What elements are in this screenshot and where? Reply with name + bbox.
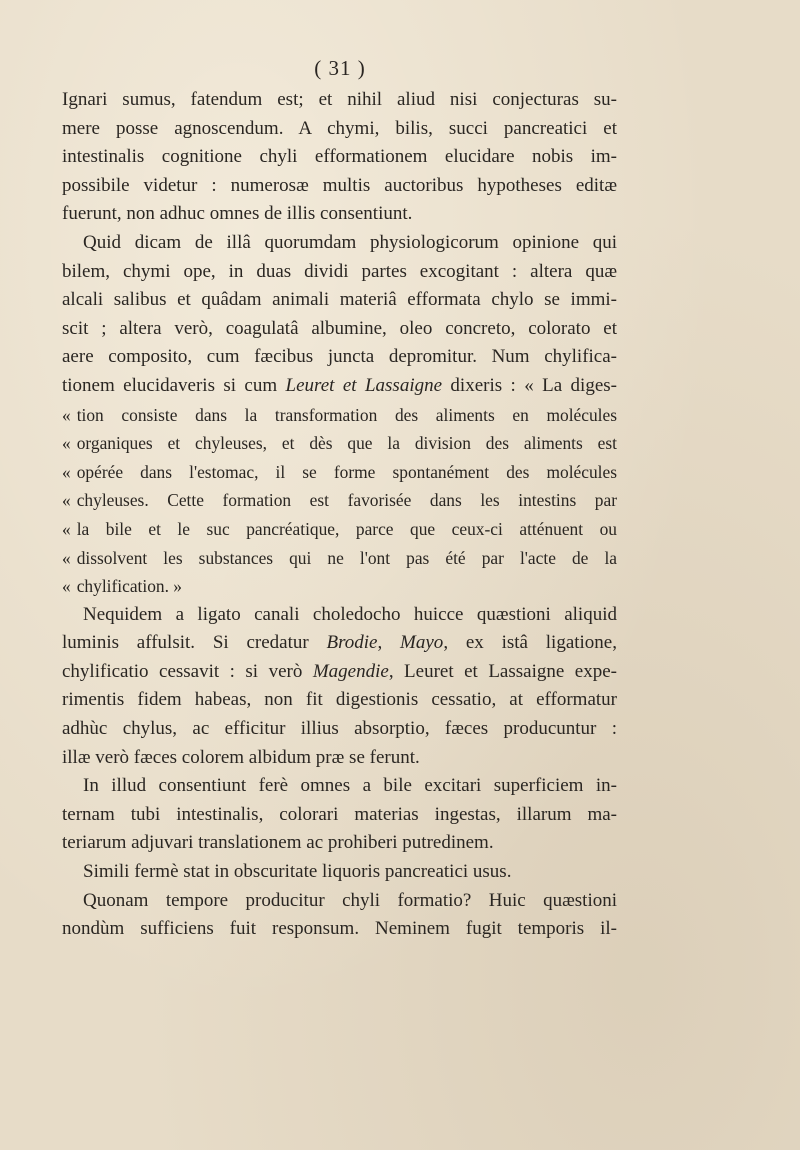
text-line: possibile videtur : numerosæ multis auctoribus hypotheses editæ <box>62 174 617 196</box>
line-text: , Leuret et Lassaigne expe- <box>388 660 617 682</box>
text-line: mere posse agnoscendum. A chymi, bilis, succi pancreatici et <box>62 117 617 139</box>
paragraph <box>62 887 617 944</box>
text-line: scit ; altera verò, coagulatâ albumine, oleo concreto, colorato et <box>62 317 617 339</box>
quote-line <box>62 429 617 458</box>
quote-mark: « <box>62 576 71 597</box>
quote-text: opérée dans l'estomac, il se forme spontanément des molécules <box>76 461 617 482</box>
line-text: luminis affulsit. Si credatur <box>62 632 327 654</box>
text-line: illæ verò fæces colorem albidum præ se ferunt. <box>62 746 420 768</box>
text-line: intestinalis cognitione chyli efformationem elucidare nobis im- <box>62 146 617 168</box>
page-number: ( 31 ) <box>314 56 366 80</box>
paragraph <box>62 86 617 229</box>
quote-line <box>62 572 617 601</box>
text-line <box>62 658 617 687</box>
quote-mark: « <box>62 518 71 539</box>
text-line: nondùm sufficiens fuit responsum. Neminem fugit temporis il- <box>62 918 617 940</box>
text-line: aere composito, cum fæcibus juncta depromitur. Num chylifica- <box>62 346 617 368</box>
text-line: alcali salibus et quâdam animali materiâ efformata chylo se immi- <box>62 289 617 311</box>
line-text: dixeris : « La diges- <box>442 374 617 396</box>
text-line: bilem, chymi ope, in duas dividi partes excogitant : altera quæ <box>62 260 617 282</box>
quote-line <box>62 458 617 487</box>
text-line: Quid dicam de illâ quorumdam physiologicorum opinione qui <box>83 231 617 253</box>
quote-text: chyleuses. Cette formation est favorisée dans les intestins par <box>76 490 617 511</box>
text-line: In illud consentiunt ferè omnes a bile excitari superficiem in- <box>83 775 617 797</box>
quote-line <box>62 486 617 515</box>
quote-line <box>62 544 617 573</box>
text-line: Nequidem a ligato canali choledocho huicce quæstioni aliquid <box>83 603 617 625</box>
paragraph <box>62 858 617 887</box>
text-line: adhùc chylus, ac efficitur illius absorptio, fæces producuntur : <box>62 718 617 740</box>
quote-text: chylification. » <box>76 576 182 597</box>
text-line: Quonam tempore producitur chyli formatio? Huic quæstioni <box>83 889 617 911</box>
text-line <box>62 629 617 658</box>
quote-mark: « <box>62 547 71 568</box>
line-text: , ex istâ ligatione, <box>443 632 617 654</box>
text-line: Ignari sumus, fatendum est; et nihil aliud nisi conjecturas su- <box>62 89 617 110</box>
line-text: tionem elucidaveris si cum <box>62 374 286 396</box>
text-line: Simili fermè stat in obscuritate liquoris pancreatici usus. <box>83 861 512 883</box>
line-text: chylificatio cessavit : si verò <box>62 660 313 682</box>
quote-mark: « <box>62 433 71 454</box>
quote-text: tion consiste dans la transformation des aliments en molécules <box>76 404 617 425</box>
author-name: Magendie <box>312 660 389 682</box>
body-text <box>62 86 617 944</box>
text-line: rimentis fidem habeas, non fit digestionis cessatio, at efformatur <box>62 689 617 711</box>
quote-line <box>62 515 617 544</box>
author-name: Brodie <box>326 632 378 654</box>
text-line: fuerunt, non adhuc omnes de illis consentiunt. <box>62 203 413 225</box>
author-names: Leuret et Lassaigne <box>285 374 443 396</box>
text-line <box>62 372 617 401</box>
line-text: , <box>377 632 401 654</box>
paragraph <box>62 229 617 601</box>
quote-line <box>62 401 617 430</box>
quote-mark: « <box>62 461 71 482</box>
paragraph <box>62 772 617 858</box>
quote-text: la bile et le suc pancréatique, parce que ceux-ci atténuent ou <box>76 518 617 539</box>
quote-text: organiques et chyleuses, et dès que la division des aliments est <box>76 433 617 454</box>
quote-mark: « <box>62 490 71 511</box>
author-name: Mayo <box>400 632 444 654</box>
quote-mark: « <box>62 404 71 425</box>
text-line: teriarum adjuvari translationem ac prohiberi putredinem. <box>62 832 494 854</box>
text-line: ternam tubi intestinalis, colorari materias ingestas, illarum ma- <box>62 803 617 825</box>
paragraph <box>62 601 617 773</box>
quote-text: dissolvent les substances qui ne l'ont pas été par l'acte de la <box>76 547 617 568</box>
